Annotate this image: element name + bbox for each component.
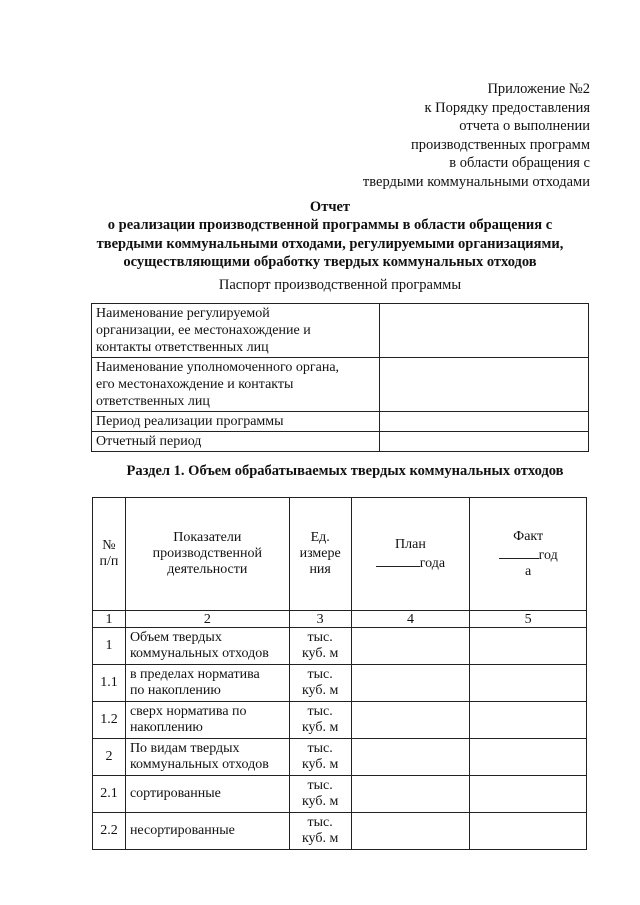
indicator-line: несортированные [129, 823, 235, 838]
column-number: 4 [351, 611, 470, 628]
plan-cell[interactable] [351, 813, 470, 850]
indicator-line: сортированные [129, 786, 221, 801]
report-title-line: о реализации производственной программы в области обращения с [107, 217, 553, 234]
plan-cell[interactable] [351, 776, 470, 813]
fact-cell[interactable] [470, 739, 587, 776]
table-row [93, 702, 587, 739]
row-number: 1 [93, 628, 126, 665]
table-header-row [93, 498, 587, 611]
unit-line: куб. м [301, 757, 339, 772]
passport-label-line: ответственных лиц [96, 394, 210, 409]
indicator-line: в пределах норматива [129, 667, 260, 682]
indicator-line: сверх норматива по [129, 704, 247, 719]
unit-line: тыс. [307, 630, 333, 645]
header-text [352, 553, 470, 572]
year-blank[interactable] [499, 545, 539, 559]
header-text: Ед. [310, 530, 330, 545]
plan-cell[interactable] [351, 628, 470, 665]
passport-table [91, 303, 589, 452]
fact-cell[interactable] [470, 776, 587, 813]
passport-label-line: Период реализации программы [96, 414, 284, 429]
table-row [93, 665, 587, 702]
report-title-line: осуществляющими обработку твердых коммунальных отходов [123, 254, 537, 271]
appendix-note [363, 80, 590, 192]
header-plan [351, 498, 470, 611]
passport-label-line: организации, ее местонахождение и [96, 323, 311, 338]
appendix-line: в области обращения с [449, 155, 590, 172]
unit-line: куб. м [301, 683, 339, 698]
row-indicator [125, 739, 289, 776]
header-fact [470, 498, 587, 611]
passport-row [92, 432, 589, 452]
indicator-line: коммунальных отходов [129, 757, 269, 772]
header-text: ния [309, 562, 331, 577]
unit-line: тыс. [307, 704, 333, 719]
table-row [93, 813, 587, 850]
indicator-line: накоплению [129, 720, 203, 735]
table-row [93, 776, 587, 813]
row-unit [289, 813, 351, 850]
header-indicator [125, 498, 289, 611]
appendix-line: твердыми коммунальными отходами [362, 173, 590, 190]
header-text: № [102, 538, 116, 553]
row-number: 2.1 [93, 776, 126, 813]
header-text: п/п [99, 554, 119, 569]
fact-cell[interactable] [470, 702, 587, 739]
passport-row [92, 304, 589, 358]
unit-line: тыс. [307, 667, 333, 682]
row-unit [289, 702, 351, 739]
row-indicator [125, 776, 289, 813]
passport-value-cell[interactable] [379, 358, 588, 412]
row-number: 2 [93, 739, 126, 776]
passport-label-line: его местонахождение и контакты [96, 377, 294, 392]
passport-label-line: Наименование уполномоченного органа, [96, 360, 340, 375]
row-indicator [125, 665, 289, 702]
header-text: План [395, 536, 426, 552]
year-blank[interactable] [376, 553, 420, 567]
fact-cell[interactable] [470, 628, 587, 665]
passport-label-cell [92, 358, 380, 412]
unit-line: тыс. [307, 778, 333, 793]
header-text: год [538, 547, 558, 563]
unit-line: куб. м [301, 646, 339, 661]
passport-label-line: контакты ответственных лиц [96, 340, 269, 355]
row-indicator [125, 813, 289, 850]
column-number: 2 [125, 611, 289, 628]
passport-value-cell[interactable] [379, 304, 588, 358]
header-text: а [525, 563, 532, 579]
section-title: Раздел 1. Объем обрабатываемых твердых коммунальных отходов [126, 463, 564, 479]
header-text: производственной [152, 546, 262, 561]
column-number: 5 [470, 611, 587, 628]
row-unit [289, 739, 351, 776]
row-indicator [125, 702, 289, 739]
indicator-line: коммунальных отходов [129, 646, 269, 661]
header-unit [289, 498, 351, 611]
report-title-line: твердыми коммунальными отходами, регулируемыми организациями, [96, 235, 564, 252]
row-number: 2.2 [93, 813, 126, 850]
passport-value-cell[interactable] [379, 432, 588, 452]
passport-value-cell[interactable] [379, 412, 588, 432]
header-text [470, 545, 586, 564]
table-row [93, 628, 587, 665]
fact-cell[interactable] [470, 813, 587, 850]
unit-line: тыс. [307, 741, 333, 756]
passport-label-cell [92, 412, 380, 432]
column-number-row [93, 611, 587, 628]
header-text: измере [299, 546, 341, 561]
row-unit [289, 665, 351, 702]
indicator-line: по накоплению [129, 683, 221, 698]
unit-line: куб. м [301, 794, 339, 809]
header-num [93, 498, 126, 611]
unit-line: куб. м [301, 720, 339, 735]
passport-row [92, 358, 589, 412]
indicator-line: По видам твердых [129, 741, 240, 756]
row-unit [289, 628, 351, 665]
header-text: Показатели [173, 530, 242, 545]
fact-cell[interactable] [470, 665, 587, 702]
row-indicator [125, 628, 289, 665]
column-number: 1 [93, 611, 126, 628]
plan-cell[interactable] [351, 739, 470, 776]
appendix-line: отчета о выполнении [459, 118, 590, 135]
table-row [93, 739, 587, 776]
volume-table [92, 497, 587, 850]
indicator-line: Объем твердых [129, 630, 222, 645]
report-title [80, 198, 580, 272]
header-text: Факт [513, 528, 544, 544]
unit-line: тыс. [307, 815, 333, 830]
header-text: года [419, 555, 446, 571]
passport-label-cell [92, 304, 380, 358]
plan-cell[interactable] [351, 665, 470, 702]
row-unit [289, 776, 351, 813]
passport-title: Паспорт производственной программы [218, 277, 462, 293]
appendix-line: Приложение №2 [487, 81, 590, 97]
report-title-line: Отчет [309, 199, 351, 215]
passport-label-line: Отчетный период [96, 434, 202, 449]
passport-row [92, 412, 589, 432]
row-number: 1.1 [93, 665, 126, 702]
appendix-line: к Порядку предоставления [424, 99, 590, 116]
passport-label-cell [92, 432, 380, 452]
header-text: деятельности [167, 562, 248, 577]
passport-label-line: Наименование регулируемой [96, 306, 270, 321]
plan-cell[interactable] [351, 702, 470, 739]
column-number: 3 [289, 611, 351, 628]
unit-line: куб. м [301, 831, 339, 846]
appendix-line: производственных программ [410, 136, 590, 153]
row-number: 1.2 [93, 702, 126, 739]
